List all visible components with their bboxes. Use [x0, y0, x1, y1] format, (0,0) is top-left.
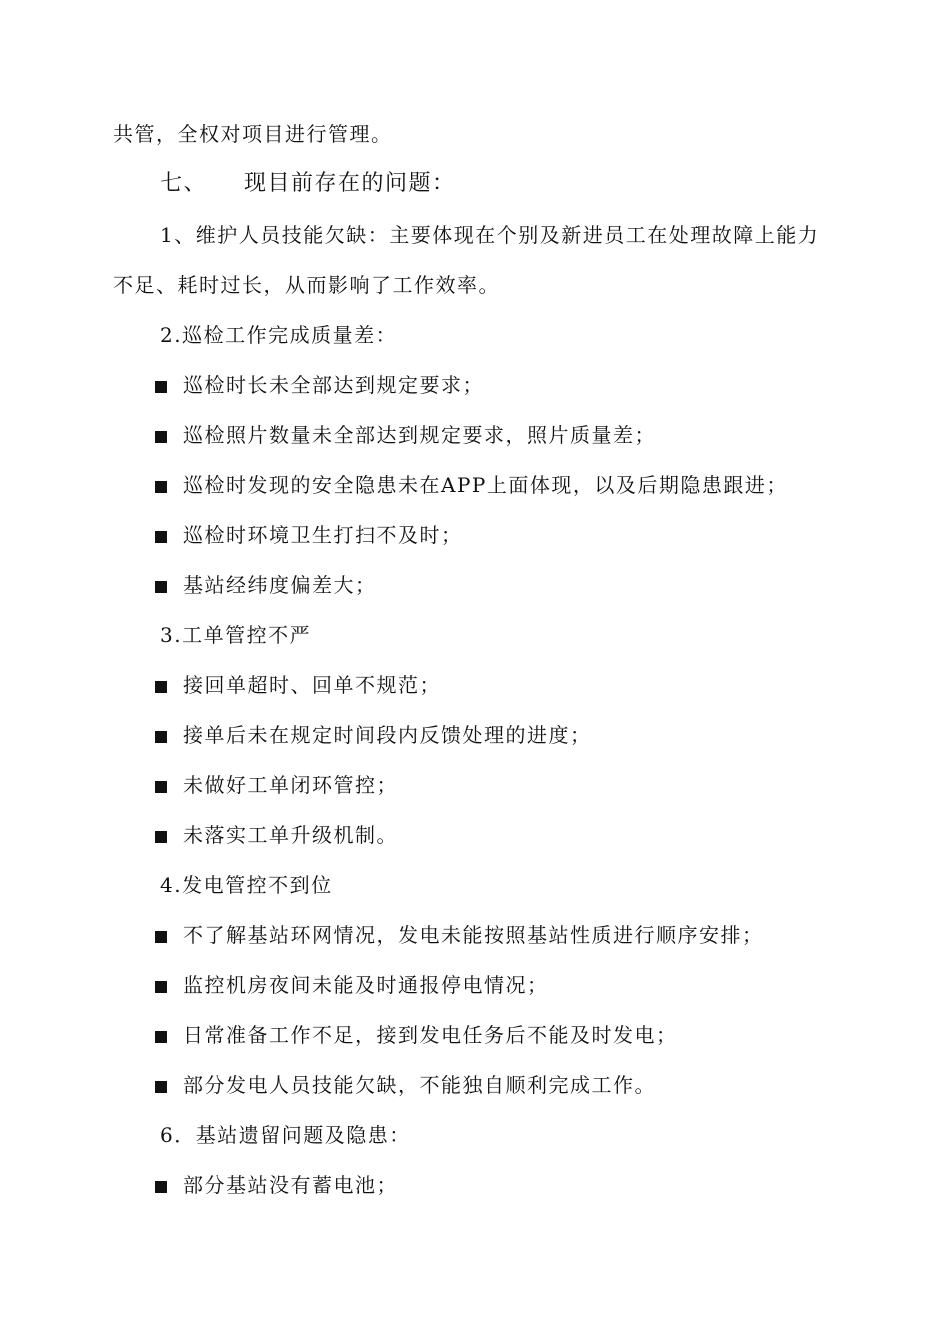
list-item: 接回单超时、回单不规范；	[155, 672, 441, 698]
bullet-square-icon	[155, 1031, 167, 1043]
list-item: 接单后未在规定时间段内反馈处理的进度；	[155, 722, 592, 748]
section-title: 现目前存在的问题：	[244, 171, 456, 196]
paragraph-continuation: 共管，全权对项目进行管理。	[113, 122, 393, 146]
list-item: 未落实工单升级机制。	[155, 822, 398, 848]
list-item: 巡检时发现的安全隐患未在APP上面体现，以及后期隐患跟进；	[155, 472, 788, 498]
bullet-square-icon	[155, 381, 167, 393]
section-heading	[160, 170, 456, 198]
bullet-square-icon	[155, 581, 167, 593]
bullet-square-icon	[155, 1181, 167, 1193]
list-item: 巡检时环境卫生打扫不及时；	[155, 522, 463, 548]
bullet-square-icon	[155, 431, 167, 443]
list-item: 监控机房夜间未能及时通报停电情况；	[155, 972, 549, 998]
bullet-square-icon	[155, 481, 167, 493]
bullet-square-icon	[155, 831, 167, 843]
paragraph-1-line-2: 不足、耗时过长，从而影响了工作效率。	[113, 273, 500, 297]
list-item: 巡检时长未全部达到规定要求；	[155, 372, 484, 398]
section-number: 七、	[160, 171, 208, 196]
list-item: 部分基站没有蓄电池；	[155, 1172, 398, 1198]
bullet-square-icon	[155, 931, 167, 943]
list-item: 部分发电人员技能欠缺，不能独自顺利完成工作。	[155, 1072, 656, 1098]
list-item: 基站经纬度偏差大；	[155, 572, 377, 598]
bullet-square-icon	[155, 731, 167, 743]
paragraph-1-line-1: 1、维护人员技能欠缺：主要体现在个别及新进员工在处理故障上能力	[160, 223, 820, 247]
list-item: 不了解基站环网情况，发电未能按照基站性质进行顺序安排；	[155, 922, 764, 948]
bullet-square-icon	[155, 781, 167, 793]
list-item: 巡检照片数量未全部达到规定要求，照片质量差；	[155, 422, 656, 448]
subheading-inspection: 2.巡检工作完成质量差：	[160, 323, 398, 347]
subheading-power-generation: 4.发电管控不到位	[160, 873, 333, 897]
bullet-square-icon	[155, 1081, 167, 1093]
bullet-square-icon	[155, 531, 167, 543]
subheading-work-orders: 3.工单管控不严	[160, 623, 312, 647]
bullet-square-icon	[155, 681, 167, 693]
bullet-square-icon	[155, 981, 167, 993]
list-item: 未做好工单闭环管控；	[155, 772, 398, 798]
list-item: 日常准备工作不足，接到发电任务后不能及时发电；	[155, 1022, 678, 1048]
subheading-base-station-issues: 6．基站遗留问题及隐患：	[160, 1123, 411, 1147]
